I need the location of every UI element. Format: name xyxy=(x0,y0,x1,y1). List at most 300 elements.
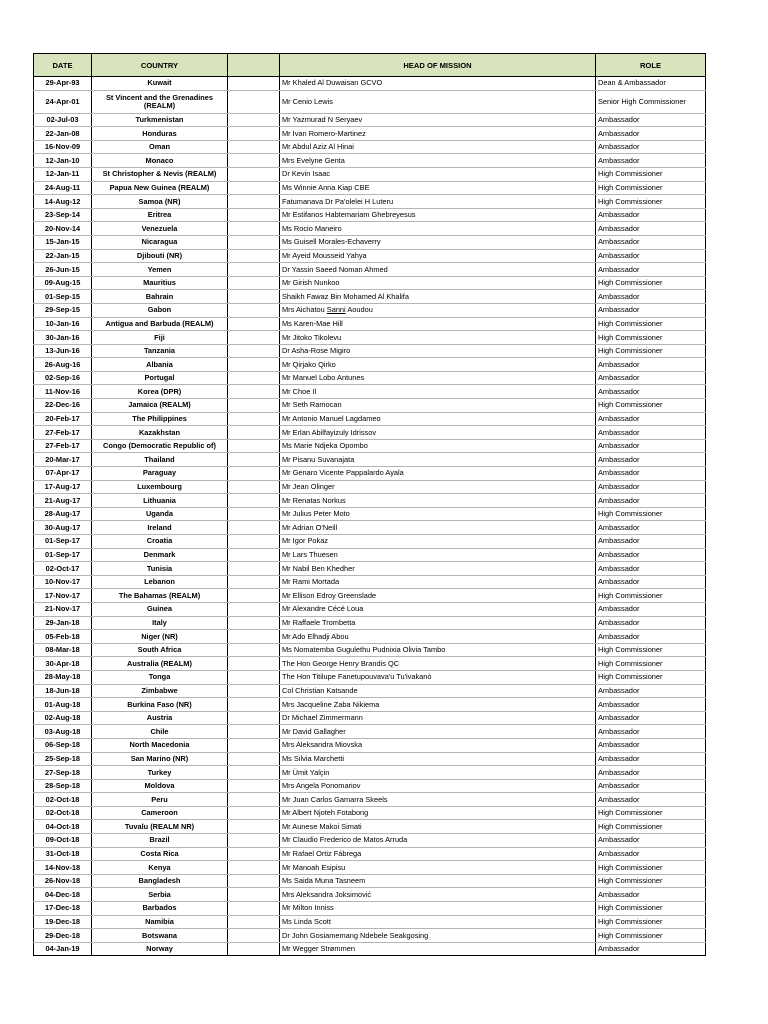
cell-date: 02-Oct-18 xyxy=(34,806,92,820)
cell-country: Chile xyxy=(92,725,228,739)
cell-blank xyxy=(228,439,280,453)
cell-blank xyxy=(228,77,280,91)
cell-blank xyxy=(228,276,280,290)
cell-head-of-mission: Mrs Aleksandra Miovska xyxy=(280,738,596,752)
cell-date: 29-Jan-18 xyxy=(34,616,92,630)
cell-head-of-mission: Ms Marie Ndjeka Opombo xyxy=(280,439,596,453)
cell-date: 30-Apr-18 xyxy=(34,657,92,671)
cell-head-of-mission: Dr Yassin Saeed Noman Ahmed xyxy=(280,263,596,277)
cell-head-of-mission: Mr Albert Njoteh Fotabong xyxy=(280,806,596,820)
cell-date: 30-Jan-16 xyxy=(34,331,92,345)
table-row xyxy=(34,643,706,657)
cell-country: Portugal xyxy=(92,371,228,385)
cell-blank xyxy=(228,861,280,875)
cell-date: 08-Mar-18 xyxy=(34,643,92,657)
cell-head-of-mission: Fatumanava Dr Pa'olelei H Luteru xyxy=(280,195,596,209)
cell-date: 20-Mar-17 xyxy=(34,453,92,467)
cell-blank xyxy=(228,793,280,807)
header-blank xyxy=(228,54,280,77)
cell-head-of-mission: Ms Winnie Anna Kiap CBE xyxy=(280,181,596,195)
cell-country: Venezuela xyxy=(92,222,228,236)
cell-head-of-mission xyxy=(280,303,596,317)
cell-blank xyxy=(228,834,280,848)
table-row xyxy=(34,235,706,249)
cell-head-of-mission: Mr Abdul Aziz Al Hinai xyxy=(280,140,596,154)
cell-country: Burkina Faso (NR) xyxy=(92,698,228,712)
cell-country: Kuwait xyxy=(92,77,228,91)
cell-date: 31-Oct-18 xyxy=(34,847,92,861)
cell-role: Ambassador xyxy=(596,575,706,589)
cell-date: 04-Dec-18 xyxy=(34,888,92,902)
cell-blank xyxy=(228,181,280,195)
cell-date: 13-Jun-16 xyxy=(34,344,92,358)
cell-country: Papua New Guinea (REALM) xyxy=(92,181,228,195)
cell-role: Ambassador xyxy=(596,847,706,861)
cell-role: Ambassador xyxy=(596,371,706,385)
cell-date: 06-Sep-18 xyxy=(34,738,92,752)
header-head-of-mission: HEAD OF MISSION xyxy=(280,54,596,77)
cell-head-of-mission: Mrs Jacqueline Zaba Nikiema xyxy=(280,698,596,712)
table-row xyxy=(34,290,706,304)
cell-role: Ambassador xyxy=(596,358,706,372)
cell-country: Thailand xyxy=(92,453,228,467)
table-row xyxy=(34,331,706,345)
cell-date: 17-Aug-17 xyxy=(34,480,92,494)
cell-country: Korea (DPR) xyxy=(92,385,228,399)
cell-blank xyxy=(228,494,280,508)
cell-blank xyxy=(228,942,280,956)
table-row xyxy=(34,793,706,807)
cell-country: Guinea xyxy=(92,602,228,616)
cell-date: 09-Aug-15 xyxy=(34,276,92,290)
cell-blank xyxy=(228,657,280,671)
cell-head-of-mission: Mr Adrian O'Neill xyxy=(280,521,596,535)
cell-role: High Commissioner xyxy=(596,861,706,875)
cell-country: Monaco xyxy=(92,154,228,168)
cell-country: Lebanon xyxy=(92,575,228,589)
cell-role: Ambassador xyxy=(596,535,706,549)
cell-head-of-mission: Mr Raffaele Trombetta xyxy=(280,616,596,630)
cell-blank xyxy=(228,358,280,372)
cell-country: Serbia xyxy=(92,888,228,902)
cell-country: The Philippines xyxy=(92,412,228,426)
table-row xyxy=(34,467,706,481)
cell-head-of-mission: Mr Yazmurad N Seryaev xyxy=(280,113,596,127)
cell-blank xyxy=(228,453,280,467)
cell-country: Namibia xyxy=(92,915,228,929)
table-row xyxy=(34,412,706,426)
table-row xyxy=(34,630,706,644)
cell-blank xyxy=(228,480,280,494)
cell-date: 01-Sep-15 xyxy=(34,290,92,304)
table-row xyxy=(34,657,706,671)
cell-date: 29-Dec-18 xyxy=(34,929,92,943)
cell-head-of-mission: The Hon George Henry Brandis QC xyxy=(280,657,596,671)
cell-date: 10-Jan-16 xyxy=(34,317,92,331)
table-row xyxy=(34,127,706,141)
cell-blank xyxy=(228,399,280,413)
cell-blank xyxy=(228,154,280,168)
cell-role: Ambassador xyxy=(596,616,706,630)
cell-date: 19-Dec-18 xyxy=(34,915,92,929)
cell-head-of-mission: Ms Guisell Morales-Echaverry xyxy=(280,235,596,249)
cell-role: Ambassador xyxy=(596,494,706,508)
cell-country: Croatia xyxy=(92,535,228,549)
cell-head-of-mission: Mr Ivan Romero-Martinez xyxy=(280,127,596,141)
cell-head-of-mission: Ms Rocio Maneiro xyxy=(280,222,596,236)
cell-country: Brazil xyxy=(92,834,228,848)
cell-head-of-mission: Shaikh Fawaz Bin Mohamed Al Khalifa xyxy=(280,290,596,304)
table-row xyxy=(34,902,706,916)
cell-head-of-mission: Mr Rami Mortada xyxy=(280,575,596,589)
cell-date: 30-Aug-17 xyxy=(34,521,92,535)
cell-role: Ambassador xyxy=(596,752,706,766)
table-row xyxy=(34,439,706,453)
cell-head-of-mission: Mr Nabil Ben Khedher xyxy=(280,562,596,576)
cell-blank xyxy=(228,521,280,535)
table-row xyxy=(34,698,706,712)
cell-country: Fiji xyxy=(92,331,228,345)
cell-head-of-mission: Mr Ayeid Mousseid Yahya xyxy=(280,249,596,263)
cell-head-of-mission: Mr Juan Carlos Gamarra Skeels xyxy=(280,793,596,807)
cell-role: Ambassador xyxy=(596,630,706,644)
cell-date: 29-Apr-93 xyxy=(34,77,92,91)
cell-blank xyxy=(228,127,280,141)
cell-country: Turkey xyxy=(92,766,228,780)
cell-date: 02-Aug-18 xyxy=(34,711,92,725)
cell-country: Norway xyxy=(92,942,228,956)
cell-date: 02-Sep-16 xyxy=(34,371,92,385)
cell-country: Gabon xyxy=(92,303,228,317)
cell-blank xyxy=(228,888,280,902)
table-row xyxy=(34,725,706,739)
cell-blank xyxy=(228,847,280,861)
cell-country: Peru xyxy=(92,793,228,807)
cell-role: High Commissioner xyxy=(596,507,706,521)
table-row xyxy=(34,779,706,793)
cell-role: Ambassador xyxy=(596,766,706,780)
cell-head-of-mission: Dr John Gosiamemang Ndebele Seakgosing xyxy=(280,929,596,943)
table-row xyxy=(34,77,706,91)
cell-date: 14-Aug-12 xyxy=(34,195,92,209)
cell-head-of-mission: Mr Claudio Frederico de Matos Arruda xyxy=(280,834,596,848)
cell-blank xyxy=(228,140,280,154)
cell-head-of-mission: Mrs Aleksandra Joksimović xyxy=(280,888,596,902)
cell-date: 18-Jun-18 xyxy=(34,684,92,698)
cell-blank xyxy=(228,344,280,358)
cell-country: St Vincent and the Grenadines (REALM) xyxy=(92,90,228,113)
cell-blank xyxy=(228,929,280,943)
cell-role: Ambassador xyxy=(596,480,706,494)
cell-head-of-mission: Mr Lars Thuesen xyxy=(280,548,596,562)
table-row xyxy=(34,167,706,181)
cell-head-of-mission: Mr Aunese Makoi Simati xyxy=(280,820,596,834)
cell-date: 26-Aug-16 xyxy=(34,358,92,372)
cell-blank xyxy=(228,371,280,385)
cell-blank xyxy=(228,263,280,277)
cell-date: 12-Jan-11 xyxy=(34,167,92,181)
cell-head-of-mission: Ms Saida Muna Tasneem xyxy=(280,874,596,888)
cell-blank xyxy=(228,90,280,113)
cell-role: High Commissioner xyxy=(596,344,706,358)
cell-country: Bahrain xyxy=(92,290,228,304)
cell-country: The Bahamas (REALM) xyxy=(92,589,228,603)
cell-country: Yemen xyxy=(92,263,228,277)
cell-blank xyxy=(228,616,280,630)
cell-blank xyxy=(228,738,280,752)
cell-country: Paraguay xyxy=(92,467,228,481)
table-row xyxy=(34,90,706,113)
cell-head-of-mission: Mr Pisanu Suvanajata xyxy=(280,453,596,467)
cell-date: 09-Oct-18 xyxy=(34,834,92,848)
cell-role: High Commissioner xyxy=(596,276,706,290)
cell-role: Ambassador xyxy=(596,222,706,236)
cell-date: 27-Sep-18 xyxy=(34,766,92,780)
cell-blank xyxy=(228,412,280,426)
table-row xyxy=(34,888,706,902)
cell-country: Jamaica (REALM) xyxy=(92,399,228,413)
cell-country: Austria xyxy=(92,711,228,725)
cell-date: 12-Jan-10 xyxy=(34,154,92,168)
table-row xyxy=(34,562,706,576)
cell-blank xyxy=(228,684,280,698)
diplomatic-list-table xyxy=(33,53,706,956)
cell-country: Zimbabwe xyxy=(92,684,228,698)
table-row xyxy=(34,575,706,589)
cell-role: Ambassador xyxy=(596,942,706,956)
table-row xyxy=(34,616,706,630)
cell-date: 07-Apr-17 xyxy=(34,467,92,481)
cell-blank xyxy=(228,426,280,440)
cell-role: Ambassador xyxy=(596,779,706,793)
cell-role: High Commissioner xyxy=(596,195,706,209)
cell-role: Ambassador xyxy=(596,562,706,576)
cell-country: North Macedonia xyxy=(92,738,228,752)
cell-country: Tanzania xyxy=(92,344,228,358)
cell-head-of-mission: Mr Genaro Vicente Pappalardo Ayala xyxy=(280,467,596,481)
table-row xyxy=(34,820,706,834)
cell-country: Djibouti (NR) xyxy=(92,249,228,263)
cell-date: 04-Oct-18 xyxy=(34,820,92,834)
cell-role: High Commissioner xyxy=(596,399,706,413)
cell-role: Ambassador xyxy=(596,698,706,712)
cell-head-of-mission: Mr Ümit Yalçin xyxy=(280,766,596,780)
table-row xyxy=(34,426,706,440)
cell-country: Barbados xyxy=(92,902,228,916)
cell-role: Ambassador xyxy=(596,439,706,453)
table-row xyxy=(34,752,706,766)
cell-head-of-mission: Col Christian Katsande xyxy=(280,684,596,698)
cell-country: Eritrea xyxy=(92,208,228,222)
table-row xyxy=(34,494,706,508)
cell-country: Lithuania xyxy=(92,494,228,508)
cell-country: Luxembourg xyxy=(92,480,228,494)
table-row xyxy=(34,806,706,820)
cell-country: Italy xyxy=(92,616,228,630)
cell-role: Ambassador xyxy=(596,426,706,440)
cell-role: Ambassador xyxy=(596,793,706,807)
cell-country: Turkmenistan xyxy=(92,113,228,127)
cell-role: High Commissioner xyxy=(596,915,706,929)
cell-blank xyxy=(228,562,280,576)
cell-blank xyxy=(228,602,280,616)
cell-head-of-mission: Mrs Angela Ponomariov xyxy=(280,779,596,793)
cell-role: Ambassador xyxy=(596,412,706,426)
cell-date: 26-Jun-15 xyxy=(34,263,92,277)
cell-role: Ambassador xyxy=(596,113,706,127)
cell-date: 02-Oct-18 xyxy=(34,793,92,807)
table-row xyxy=(34,548,706,562)
cell-head-of-mission: The Hon Titilupe Fanetupouvava'u Tu'ivakanó xyxy=(280,670,596,684)
cell-blank xyxy=(228,725,280,739)
cell-role: Ambassador xyxy=(596,548,706,562)
cell-role: Ambassador xyxy=(596,725,706,739)
table-row xyxy=(34,711,706,725)
cell-country: Bangladesh xyxy=(92,874,228,888)
cell-head-of-mission: Mr Ellison Edroy Greenslade xyxy=(280,589,596,603)
cell-role: Ambassador xyxy=(596,602,706,616)
cell-country: Nicaragua xyxy=(92,235,228,249)
cell-country: Antigua and Barbuda (REALM) xyxy=(92,317,228,331)
cell-head-of-mission: Mr Milton Inniss xyxy=(280,902,596,916)
head-name-part: Mrs Aichatou xyxy=(282,305,327,315)
cell-country: Ireland xyxy=(92,521,228,535)
cell-date: 16-Nov-09 xyxy=(34,140,92,154)
cell-date: 28-May-18 xyxy=(34,670,92,684)
table-row xyxy=(34,344,706,358)
table-row xyxy=(34,276,706,290)
cell-role: Ambassador xyxy=(596,684,706,698)
cell-head-of-mission: Mr Erlan Abilfayizuly Idrissov xyxy=(280,426,596,440)
cell-head-of-mission: Dr Michael Zimmermann xyxy=(280,711,596,725)
table-row xyxy=(34,385,706,399)
cell-country: Congo (Democratic Republic of) xyxy=(92,439,228,453)
table-row xyxy=(34,874,706,888)
cell-role: Ambassador xyxy=(596,290,706,304)
cell-date: 21-Aug-17 xyxy=(34,494,92,508)
cell-head-of-mission: Mr Estifanos Habtemariam Ghebreyesus xyxy=(280,208,596,222)
head-name-part: Aoudou xyxy=(345,305,373,315)
table-row xyxy=(34,684,706,698)
table-row xyxy=(34,847,706,861)
cell-blank xyxy=(228,575,280,589)
cell-head-of-mission: Ms Silvia Marchetti xyxy=(280,752,596,766)
cell-country: St Christopher & Nevis (REALM) xyxy=(92,167,228,181)
cell-head-of-mission: Mr Manoah Esipisu xyxy=(280,861,596,875)
cell-blank xyxy=(228,874,280,888)
cell-date: 28-Aug-17 xyxy=(34,507,92,521)
cell-country: Tunisia xyxy=(92,562,228,576)
cell-date: 17-Dec-18 xyxy=(34,902,92,916)
cell-role: Ambassador xyxy=(596,453,706,467)
cell-date: 23-Sep-14 xyxy=(34,208,92,222)
cell-role: High Commissioner xyxy=(596,181,706,195)
cell-role: High Commissioner xyxy=(596,643,706,657)
cell-country: Kenya xyxy=(92,861,228,875)
cell-role: Ambassador xyxy=(596,521,706,535)
cell-blank xyxy=(228,766,280,780)
cell-country: Moldova xyxy=(92,779,228,793)
table-row xyxy=(34,113,706,127)
table-row xyxy=(34,140,706,154)
cell-role: Ambassador xyxy=(596,711,706,725)
cell-blank xyxy=(228,208,280,222)
cell-date: 20-Feb-17 xyxy=(34,412,92,426)
cell-date: 14-Nov-18 xyxy=(34,861,92,875)
cell-blank xyxy=(228,820,280,834)
cell-head-of-mission: Ms Nomatemba Gugulethu Pudnixia Olivia Tambo xyxy=(280,643,596,657)
table-row xyxy=(34,154,706,168)
cell-blank xyxy=(228,303,280,317)
cell-role: Ambassador xyxy=(596,140,706,154)
cell-role: Ambassador xyxy=(596,127,706,141)
cell-role: Ambassador xyxy=(596,154,706,168)
cell-country: Denmark xyxy=(92,548,228,562)
cell-blank xyxy=(228,385,280,399)
cell-role: Ambassador xyxy=(596,888,706,902)
cell-head-of-mission: Mr Manuel Lobo Antunes xyxy=(280,371,596,385)
cell-role: High Commissioner xyxy=(596,820,706,834)
cell-head-of-mission: Mr David Gallagher xyxy=(280,725,596,739)
cell-date: 20-Nov-14 xyxy=(34,222,92,236)
cell-blank xyxy=(228,467,280,481)
cell-head-of-mission: Mr Wegger Strømmen xyxy=(280,942,596,956)
cell-head-of-mission: Ms Linda Scott xyxy=(280,915,596,929)
cell-date: 22-Dec-16 xyxy=(34,399,92,413)
cell-date: 03-Aug-18 xyxy=(34,725,92,739)
cell-blank xyxy=(228,507,280,521)
cell-role: Ambassador xyxy=(596,235,706,249)
table-row xyxy=(34,535,706,549)
cell-role: Ambassador xyxy=(596,834,706,848)
cell-date: 01-Sep-17 xyxy=(34,535,92,549)
table-row xyxy=(34,358,706,372)
cell-country: Niger (NR) xyxy=(92,630,228,644)
cell-blank xyxy=(228,249,280,263)
table-row xyxy=(34,915,706,929)
cell-role: Ambassador xyxy=(596,208,706,222)
table-row xyxy=(34,480,706,494)
cell-role: High Commissioner xyxy=(596,589,706,603)
cell-blank xyxy=(228,548,280,562)
cell-country: Albania xyxy=(92,358,228,372)
table-row xyxy=(34,399,706,413)
cell-role: Ambassador xyxy=(596,738,706,752)
table-row xyxy=(34,181,706,195)
cell-date: 01-Sep-17 xyxy=(34,548,92,562)
cell-role: Senior High Commissioner xyxy=(596,90,706,113)
cell-blank xyxy=(228,915,280,929)
cell-blank xyxy=(228,317,280,331)
cell-head-of-mission: Mr Ado Elhadji Abou xyxy=(280,630,596,644)
header-row xyxy=(34,54,706,77)
table-row xyxy=(34,303,706,317)
cell-head-of-mission: Mrs Evelyne Genta xyxy=(280,154,596,168)
cell-country: Samoa (NR) xyxy=(92,195,228,209)
cell-date: 01-Aug-18 xyxy=(34,698,92,712)
cell-blank xyxy=(228,643,280,657)
cell-head-of-mission: Mr Jitoko Tikolevu xyxy=(280,331,596,345)
cell-date: 02-Oct-17 xyxy=(34,562,92,576)
cell-role: High Commissioner xyxy=(596,874,706,888)
cell-role: High Commissioner xyxy=(596,657,706,671)
cell-blank xyxy=(228,331,280,345)
cell-role: Dean & Ambassador xyxy=(596,77,706,91)
cell-blank xyxy=(228,113,280,127)
cell-head-of-mission: Mr Girish Nunkoo xyxy=(280,276,596,290)
cell-country: South Africa xyxy=(92,643,228,657)
cell-role: High Commissioner xyxy=(596,317,706,331)
